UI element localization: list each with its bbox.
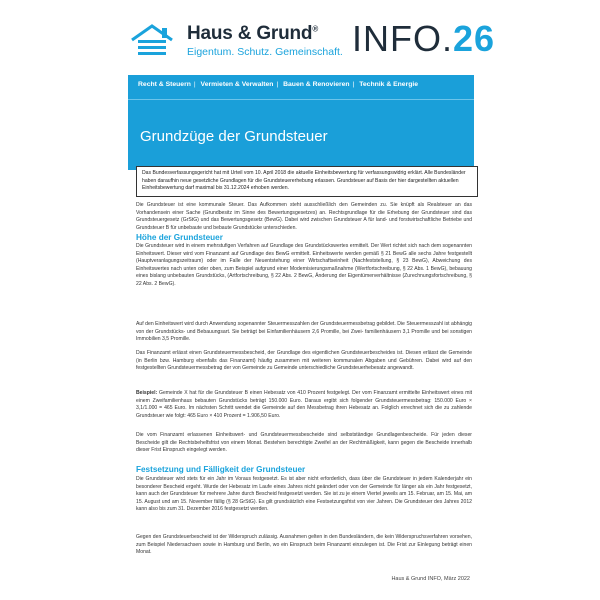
paragraph-messzahl: Auf den Einheitswert wird durch Anwendung sogenannter Steuermesszahlen der Grundsteuermessbetrag gebildet. Die Steuermesszahl ist abhängig von der Grundstücks- und Bebauungsart. Sie beträgt bei Einfamilienhäusern 2,6 Promille, bei Zwei- familienhäusern 3,1 Promille und bei sonstigen Immobilien 3,5 Promille.	[136, 321, 472, 342]
divider	[128, 99, 474, 100]
paragraph-hoehe: Die Grundsteuer wird in einem mehrstufigen Verfahren auf Grundlage des Grundstückswertes ermittelt. Der Wert richtet sich nach dem sogenannten Einheitswert. Dieser wird vom Finanzamt auf Grundlage des BewG ermittelt. Einheitswerte werden gemäß § 21 BewG alle sechs Jahre festgestellt (Hauptveranlagungszeitraum) oder im Falle der Neuentstehung einer Wirtschaftseinheit (Nachfeststellung, § 23 BewG), Abweichung des Einheitswertes nach unten oder oben, zum Beispiel aufgrund einer Modernisierungsmaßnahme (Wertfortschreibung, § 22 Abs. 1 BewG), bebauung eines bislang unbebauten Grundstücks, (Artfortschreibung, § 22 Abs. 2 BewG, Änderung der Eigentümerverhältnisse (Zurechnungsfortschreibung, § 22 Abs. 2 BewG).	[136, 243, 472, 287]
brand-tagline: Eigentum. Schutz. Gemeinschaft.	[187, 46, 343, 58]
paragraph-beispiel	[136, 390, 472, 420]
paragraph-finanzamt: Das Finanzamt erlässt einen Grundsteuermessbescheid, der Grundlage des eigentlichen Grundsteuerbescheides ist. Diesen erlässt die Gemeinde (in Berlin bzw. Hamburg ebenfalls das Finanzamt) häufig zusammen mit weiteren kommunalen Abgaben und Gebühren. Dabei wird auf den festgestellten Grundsteuermessbetrag der von Gemeinde zu Gemeinde unterschiedliche Grundsteuerhebesatz angewandt.	[136, 350, 472, 371]
paragraph-festsetzung: Die Grundsteuer wird stets für ein Jahr im Voraus festgesetzt. Es ist aber nicht erforderlich, dass über die Grundsteuer in jedem Kalenderjahr ein besonderer Bescheid ergeht. Wurde der Hebesatz im Laufe eines Jahres nicht geändert oder von der Gemeinde für länger als ein Jahr festgesetzt, kann auch der Grundsteuer für mehrere Jahre durch Bescheid festgesetzt werden. Sie ist zu je einem Viertel jeweils am 15. Februar, am 15. Mai, am 15. August und am 15. November fällig (§ 28 GrStG). Es gilt grundsätzlich eine Festsetzungsfrist von vier Jahren. Die Grundsteuer des Jahres 2012 kann also bis zum 31. Dezember 2016 festgesetzt werden.	[136, 476, 472, 512]
beispiel-text: Gemeinde X hat für die Grundsteuer B einen Hebesatz von 410 Prozent festgelegt. Der vom Finanzamt ermittelte Einheitswert eines mit einem Zweifamilienhaus bebauten Grundstücks beträgt 150.000 Euro. Daraus ergibt sich folgender Grundsteuermessbetrag: 150.000 Euro × 3,1/1.000 = 465 Euro. Im nächsten Schritt wendet die Gemeinde auf den Messbetrag ihren Hebesatz an. Folglich errechnet sich die zu zahlende Grundsteuer wie folgt: 465 Euro × 410 Prozent = 1.906,50 Euro.	[136, 390, 472, 419]
heading-hoehe: Höhe der Grundsteuer	[136, 233, 223, 242]
brand-name: Haus & Grund®	[187, 23, 319, 44]
nav-item-technik[interactable]: Technik & Energie	[359, 81, 419, 88]
nav-item-recht[interactable]: Recht & Steuern	[138, 81, 191, 88]
paragraph-widerspruch: Gegen den Grundsteuerbescheid ist der Widerspruch zulässig. Ausnahmen gelten in den Bundesländern, die kein Widerspruchsverfahren vorsehen, zum Beispiel Niedersachsen sowie in Hamburg und Berlin, wo ein Einspruch beim Finanzamt einzulegen ist. Die Frist zur Einlegung beträgt einen Monat.	[136, 534, 472, 555]
nav-item-vermieten[interactable]: Vermieten & Verwalten	[200, 81, 274, 88]
info-number: INFO.26	[352, 18, 496, 59]
paragraph-bescheide: Die vom Finanzamt erlassenen Einheitswert- und Grundsteuermessbescheide sind selbstständige Grundlagenbescheide. Für jeden dieser Bescheide gilt die Rechtsbehelfsfrist von einem Monat. Bestehen berechtigte Zweifel an der Rechtmäßigkeit, kann gegen die Bescheide innerhalb dieser Frist Einspruch eingelegt werden.	[136, 432, 472, 453]
footer-note: Haus & Grund INFO, März 2022	[391, 576, 470, 582]
nav-band	[128, 75, 474, 170]
topic-nav: Recht & Steuern | Vermieten & Verwalten | Bauen & Renovieren | Technik & Energie	[138, 81, 419, 88]
header	[0, 0, 600, 75]
paragraph-intro: Die Grundsteuer ist eine kommunale Steuer. Das Aufkommen steht ausschließlich den Gemeinden zu. Sie knüpft als Realsteuer an das Vorhandensein einer Sache (Grundbesitz im Sinne des Bewertungsgesetzes) an. Rechtsgrundlage für die Erhebung der Grundsteuer sind das Grundsteuergesetz (GrStG) und das Bewertungsgesetz (BewG). Dabei wird zwischen Grundsteuer A für land- und forstwirtschaftliche Betriebe und Grundsteuer B für unbebaute und bebaute Grundstücke unterschieden.	[136, 202, 472, 231]
intro-box: Das Bundesverfassungsgericht hat mit Urteil vom 10. April 2018 die aktuelle Einheitsbewertung für verfassungswidrig erklärt. Alle Bundesländer haben daraufhin neue gesetzliche Grundlagen für die Grundsteuererhebung erlassen. Grundsteuer auf Basis der hier dargestellten aktuellen Einheitsbewertung darf maximal bis 31.12.2024 erhoben werden.	[136, 166, 478, 197]
beispiel-label: Beispiel:	[136, 390, 158, 396]
nav-item-bauen[interactable]: Bauen & Renovieren	[283, 81, 350, 88]
page-title: Grundzüge der Grundsteuer	[140, 128, 328, 145]
house-logo-icon	[128, 22, 180, 60]
heading-festsetzung: Festsetzung und Fälligkeit der Grundsteuer	[136, 465, 306, 474]
